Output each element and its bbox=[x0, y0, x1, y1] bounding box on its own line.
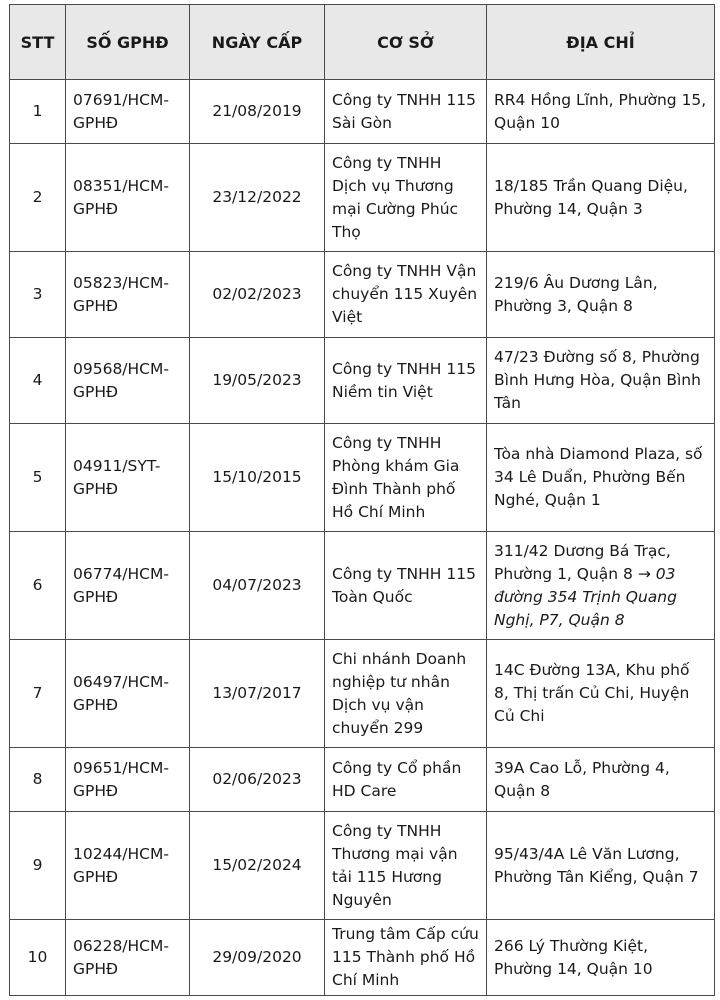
cell-stt: 9 bbox=[10, 812, 66, 920]
cell-stt: 5 bbox=[10, 424, 66, 532]
cell-address: 18/185 Trần Quang Diệu, Phường 14, Quận 3 bbox=[487, 144, 715, 252]
cell-license-number: 08351/HCM- GPHĐ bbox=[66, 144, 190, 252]
cell-issue-date: 02/06/2023 bbox=[190, 748, 325, 812]
table-header-row bbox=[10, 5, 715, 80]
table-row bbox=[10, 920, 715, 996]
table-row bbox=[10, 812, 715, 920]
cell-issue-date: 29/09/2020 bbox=[190, 920, 325, 996]
cell-facility: Công ty TNHH 115 Niềm tin Việt bbox=[325, 338, 487, 424]
table-row bbox=[10, 532, 715, 640]
cell-stt: 6 bbox=[10, 532, 66, 640]
cell-license-number: 06774/HCM- GPHĐ bbox=[66, 532, 190, 640]
cell-issue-date: 04/07/2023 bbox=[190, 532, 325, 640]
cell-facility: Công ty TNHH 115 Sài Gòn bbox=[325, 80, 487, 144]
cell-address: 14C Đường 13A, Khu phố 8, Thị trấn Củ Chi, Huyện Củ Chi bbox=[487, 640, 715, 748]
new-address: 03 đường 354 Trịnh Quang Nghị, P7, Quận 8 bbox=[494, 564, 677, 629]
table-row bbox=[10, 144, 715, 252]
cell-license-number: 07691/HCM- GPHĐ bbox=[66, 80, 190, 144]
table-row bbox=[10, 80, 715, 144]
table-row bbox=[10, 338, 715, 424]
header-co-so: CƠ SỞ bbox=[325, 5, 487, 80]
table-row bbox=[10, 748, 715, 812]
cell-stt: 7 bbox=[10, 640, 66, 748]
cell-facility: Công ty TNHH Dịch vụ Thương mại Cường Phúc Thọ bbox=[325, 144, 487, 252]
cell-facility: Trung tâm Cấp cứu 115 Thành phố Hồ Chí Minh bbox=[325, 920, 487, 996]
cell-license-number: 09651/HCM- GPHĐ bbox=[66, 748, 190, 812]
table-row bbox=[10, 252, 715, 338]
cell-issue-date: 02/02/2023 bbox=[190, 252, 325, 338]
header-stt: STT bbox=[10, 5, 66, 80]
cell-address: 311/42 Dương Bá Trạc, Phường 1, Quận 8 → 03 đường 354 Trịnh Quang Nghị, P7, Quận 8 bbox=[487, 532, 715, 640]
cell-facility: Công ty TNHH 115 Toàn Quốc bbox=[325, 532, 487, 640]
cell-facility: Công ty Cổ phần HD Care bbox=[325, 748, 487, 812]
arrow-right-icon: → bbox=[637, 564, 651, 583]
table-row bbox=[10, 424, 715, 532]
cell-address: 95/43/4A Lê Văn Lương, Phường Tân Kiểng, Quận 7 bbox=[487, 812, 715, 920]
cell-facility: Công ty TNHH Phòng khám Gia Đình Thành phố Hồ Chí Minh bbox=[325, 424, 487, 532]
cell-issue-date: 21/08/2019 bbox=[190, 80, 325, 144]
header-so-gphd: SỐ GPHĐ bbox=[66, 5, 190, 80]
cell-address: 219/6 Âu Dương Lân, Phường 3, Quận 8 bbox=[487, 252, 715, 338]
cell-license-number: 04911/SYT- GPHĐ bbox=[66, 424, 190, 532]
cell-stt: 8 bbox=[10, 748, 66, 812]
cell-license-number: 05823/HCM- GPHĐ bbox=[66, 252, 190, 338]
cell-stt: 4 bbox=[10, 338, 66, 424]
cell-address: 266 Lý Thường Kiệt, Phường 14, Quận 10 bbox=[487, 920, 715, 996]
cell-stt: 3 bbox=[10, 252, 66, 338]
cell-license-number: 06228/HCM- GPHĐ bbox=[66, 920, 190, 996]
cell-issue-date: 15/02/2024 bbox=[190, 812, 325, 920]
table-row bbox=[10, 640, 715, 748]
cell-license-number: 09568/HCM- GPHĐ bbox=[66, 338, 190, 424]
license-table bbox=[9, 4, 715, 996]
cell-address: 39A Cao Lỗ, Phường 4, Quận 8 bbox=[487, 748, 715, 812]
cell-address: Tòa nhà Diamond Plaza, số 34 Lê Duẩn, Phường Bến Nghé, Quận 1 bbox=[487, 424, 715, 532]
cell-issue-date: 15/10/2015 bbox=[190, 424, 325, 532]
cell-facility: Công ty TNHH Thương mại vận tải 115 Hương Nguyên bbox=[325, 812, 487, 920]
cell-license-number: 06497/HCM- GPHĐ bbox=[66, 640, 190, 748]
cell-issue-date: 19/05/2023 bbox=[190, 338, 325, 424]
cell-facility: Chi nhánh Doanh nghiệp tư nhân Dịch vụ vận chuyển 299 bbox=[325, 640, 487, 748]
cell-stt: 2 bbox=[10, 144, 66, 252]
cell-license-number: 10244/HCM- GPHĐ bbox=[66, 812, 190, 920]
cell-address: 47/23 Đường số 8, Phường Bình Hưng Hòa, Quận Bình Tân bbox=[487, 338, 715, 424]
cell-facility: Công ty TNHH Vận chuyển 115 Xuyên Việt bbox=[325, 252, 487, 338]
cell-issue-date: 13/07/2017 bbox=[190, 640, 325, 748]
cell-stt: 1 bbox=[10, 80, 66, 144]
header-ngay-cap: NGÀY CẤP bbox=[190, 5, 325, 80]
cell-stt: 10 bbox=[10, 920, 66, 996]
cell-issue-date: 23/12/2022 bbox=[190, 144, 325, 252]
cell-address: RR4 Hồng Lĩnh, Phường 15, Quận 10 bbox=[487, 80, 715, 144]
header-dia-chi: ĐỊA CHỈ bbox=[487, 5, 715, 80]
